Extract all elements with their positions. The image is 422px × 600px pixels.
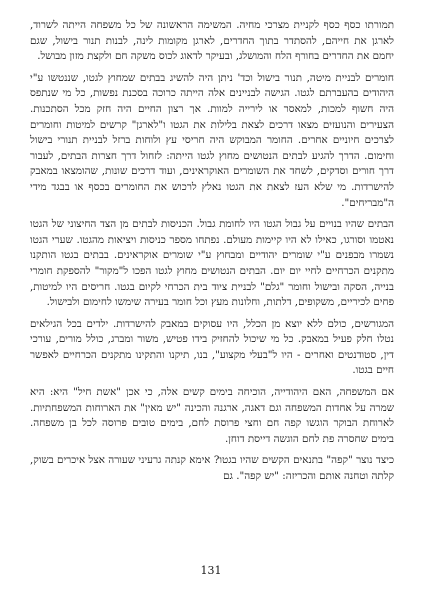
- paragraph-4: המגורשים, כולם ללא יוצא מן הכלל, היו עסוקים במאבק להישרדות. ילדים בכל הגילאים נטלו חלק פעיל במאבק. כל מי שיכול להחזיק בידו פטיש, משור ומברג, כולל מורים, עורכי דין, סטודנטים ואחרים - היו ל"בעלי מקצוע", בנו, תיקנו והתקינו מתקנים הכרחיים לאפשר חיים בגטו.: [30, 317, 394, 377]
- paragraph-3: הבתים שהיו בנויים על גבול הגטו היו לחומת גבול. הכניסות לבתים מן הצד החיצוני של הגטו נאטמו וסורגו, כאילו לא היו קיימות מעולם. נפתחו מספר כניסות ויציאות מהגטו. שערי הגטו נשמרו מבפנים ע"י שומרים יהודיים ומבחוץ ע"י שומרים אוקראינים. בבתים בגטו הותקנו מתקנים הכרחיים לחיי יום יום. הבתים הנטושים מחוץ לגטו הפכו ל"מקור" להספקת חומרי בנייה, הסקה ובישול וחומר "גלם" לבניית ציוד בית הכרחי לקיום בגטו. חריסים היו למיטות, פחים לכיריים, משקופים, דלתות, וחלונות מעץ וכל חומר בעירה שימשו לחימום ולבישול.: [30, 218, 394, 309]
- paragraph-6: כיצד נוצר "קפה" בתנאים הקשים שהיו בגטו? אימא קנתה גרעיני שעורה אצל איכרים בשוק, קלתה וטחנה אותם והכריזה: "יש קפה". גם: [30, 454, 394, 483]
- body-text: [30, 18, 394, 485]
- paragraph-2: חומרים לבניית מיטה, תנור בישול וכד' ניתן היה להשיג בבתים שמחוץ לגטו, שננטשו ע"י היהודים בהעברתם לגטו. הגישה לבניינים אלה הייתה כרוכה בסכנת נפשות, כל מי שנתפס היה חשוף למכות, למאסר או לירייה למוות. אך רצון החיים היה חזק מכל הסתכנות. הצעירים והנועזים מצאו דרכים לצאת בלילות את הגטו ו"לארגן" קרשים למיטות וחומרים לצרכים חיוניים אחרים. החומר המבוקש היה חריסי עץ ולוחות ברזל לבניית תנורי בישול וחימום. הדרך להגיע לבתים הנטושים מחוץ לגטו הייתה: לזחול דרך חצרות הבתים, לעבור דרך חורים וסדקים, לשחד את השומרים האוקראינים, ועוד דרכים שונות, שהומצאו במאבק להישרדות. מי שלא העז לצאת את הגטו נאלץ לרכוש את החומרים בכסף או בבגד מידי ה"מבריחים".: [30, 71, 394, 209]
- paragraph-1: תמורתו כסף כסף לקניית מצרכי מחיה. המשימה הראשונה של כל משפחה הייתה לשרוד, לארגן את חייהם, להסתדר בתוך החדרים, לארגן מקומות לינה, לבנות תנור בישול, שגם יחמם את החדרים בחורף הלח והמושלג, ובעיקר לדאוג לכוס משקה חם ולקצת מזון מבושל.: [30, 19, 394, 63]
- paragraph-5: אם המשפחה, האם היהודייה, הוכיחה בימים קשים אלה, כי אכן "אשת חיל" היא: היא שמרה על אחדות המשפחה וגם דאגה, ארגנה והכינה "יש מאין" את הארוחות המשפחתיות. לארוחת הבוקר הוגשו קפה חם וחצי פרוסת לחם, בימים טובים פרוסה לכל בן משפחה. בימים שחסרה פת לחם הוגשה דייסת דוחן.: [30, 386, 394, 445]
- page-number: 131: [200, 564, 222, 577]
